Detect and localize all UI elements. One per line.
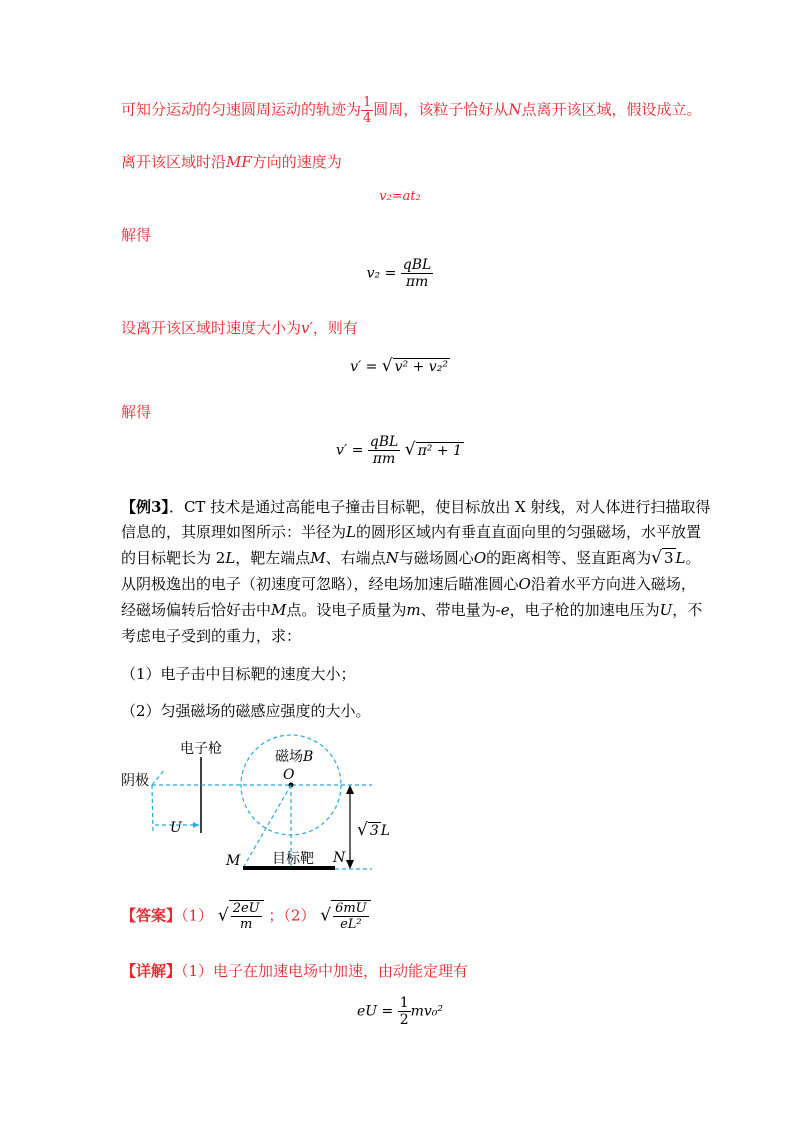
label-m: M — [226, 853, 241, 869]
label-electron-gun: 电子枪 — [180, 741, 222, 757]
label-magnetic-field: 磁场B — [275, 749, 314, 765]
distance-arrow-down — [346, 860, 354, 869]
detail-line: 【详解】（1）电子在加速电场中加速，由动能定理有 — [121, 962, 469, 980]
cathode-vertical-line — [152, 785, 153, 834]
answer-line: 【答案】（1） √ $\frac{2eU}{m}$ ；（2） √ $\frac{6mU}{\text{eL²}}$ — [121, 900, 371, 931]
distance-arrow-up — [346, 785, 354, 794]
label-n: N — [333, 850, 346, 866]
label-cathode: 阴极 — [121, 773, 149, 789]
fraction-one-quarter: $\frac{1}{4}$ — [363, 95, 372, 126]
solution-line-2: 离开该区域时沿MF方向的速度为 — [121, 153, 342, 171]
solve-label-1: 解得 — [121, 226, 152, 244]
equation-vprime-sqrt: v′ = √ v² + v₂² — [350, 356, 448, 376]
example-line-4: 从阴极逸出的电子（初速度可忽略），经电场加速后瞄准圆心O沿着水平方向进入磁场， — [121, 575, 696, 593]
solve-label-2: 解得 — [121, 403, 152, 421]
label-center-o: O — [283, 767, 295, 783]
equation-vprime-result: v′ = $\frac{\text{qBL}}{\pi m}$ √ π² + 1 — [336, 434, 462, 467]
question-1: （1）电子击中目标靶的速度大小； — [121, 665, 356, 683]
solution-line-1: 可知分运动的匀速圆周运动的轨迹为 $\frac{1}{4}$ 圆周，该粒子恰好从N点离开该区域，假设成立。 — [121, 95, 702, 126]
label-distance: √ 3 L — [357, 820, 391, 840]
equation-energy: eU = $\frac{1}{2}$ mv₀² — [356, 995, 444, 1028]
example-line-3: 的目标靶长为 2L，靶左端点M、右端点N与磁场圆心O的距离相等、竖直距离为√ 3 L。 — [121, 548, 701, 568]
example-line-2: 信息的，其原理如图所示：半径为L的圆形区域内有垂直直面向里的匀强磁场，水平放置 — [121, 523, 701, 541]
example-line-5: 经磁场偏转后恰好击中M点。设电子质量为m、带电量为-e，电子枪的加速电压为U，不 — [121, 601, 703, 619]
example-line-1: 【例3】．CT 技术是通过高能电子撞击目标靶，使目标放出 X 射线，对人体进行扫描取得 — [121, 498, 711, 516]
label-target: 目标靶 — [272, 851, 314, 867]
question-2: （2）匀强磁场的磁感应强度的大小。 — [121, 702, 371, 720]
example-line-6: 考虑电子受到的重力，求： — [121, 627, 302, 645]
equation-v2-at2: v₂=at₂ — [379, 189, 421, 204]
cathode-upper-line — [152, 769, 165, 785]
equation-v2-result: v₂ = $\frac{\text{qBL}}{\pi m}$ — [366, 257, 432, 290]
label-voltage-u: U — [170, 820, 182, 836]
solution-line-3: 设离开该区域时速度大小为v′，则有 — [121, 319, 358, 337]
voltage-arrowhead — [193, 822, 199, 828]
